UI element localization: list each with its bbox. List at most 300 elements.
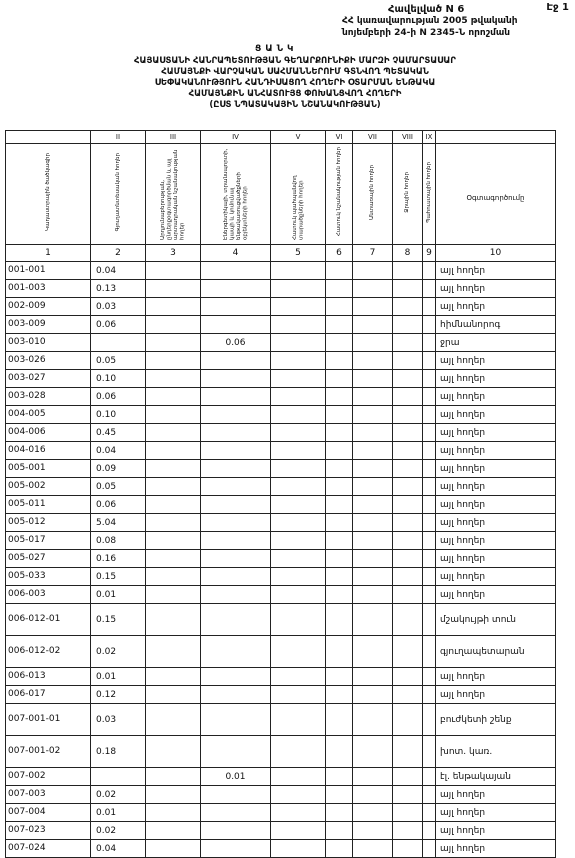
land-use-cell: այլ հողեր — [436, 352, 556, 370]
special-area-cell — [326, 478, 353, 496]
table-row — [6, 442, 556, 460]
cadastral-code-cell: 005-011 — [6, 496, 91, 514]
cadastral-code-cell: 005-001 — [6, 460, 91, 478]
forest-area-cell — [353, 586, 393, 604]
column-number: 10 — [436, 245, 556, 262]
special-area-cell — [326, 514, 353, 532]
cadastral-code-cell: 003-027 — [6, 370, 91, 388]
protected-area-cell — [271, 704, 326, 736]
land-use-cell: այլ հողեր — [436, 668, 556, 686]
forest-area-cell — [353, 370, 393, 388]
energy-area-cell — [201, 786, 271, 804]
water-area-cell — [393, 514, 423, 532]
table-row — [6, 636, 556, 668]
reserve-area-cell — [423, 370, 436, 388]
energy-area-cell — [201, 298, 271, 316]
forest-area-cell — [353, 704, 393, 736]
column-header — [393, 144, 423, 245]
roman-numeral-header: VII — [353, 131, 393, 144]
energy-area-cell — [201, 704, 271, 736]
cadastral-code-cell: 003-026 — [6, 352, 91, 370]
agricultural-area-cell: 0.02 — [91, 786, 146, 804]
agricultural-area-cell: 0.45 — [91, 424, 146, 442]
forest-area-cell — [353, 406, 393, 424]
reserve-area-cell — [423, 550, 436, 568]
industrial-area-cell — [146, 822, 201, 840]
land-use-cell: այլ հողեր — [436, 406, 556, 424]
industrial-area-cell — [146, 280, 201, 298]
title-line: ՀԱՄԱՅՆՔԻ ՎԱՐՉԱԿԱՆ ՍԱՀՄԱՆՆԵՐՈՒՄ ԳՏՆՎՈՂ ՊԵՏԱԿԱՆ — [161, 67, 429, 77]
land-use-cell: այլ հողեր — [436, 388, 556, 406]
industrial-area-cell — [146, 736, 201, 768]
reserve-area-cell — [423, 768, 436, 786]
special-area-cell — [326, 768, 353, 786]
cadastral-code-cell: 007-003 — [6, 786, 91, 804]
energy-area-cell — [201, 460, 271, 478]
land-use-cell: այլ հողեր — [436, 280, 556, 298]
energy-area-cell — [201, 668, 271, 686]
reserve-area-cell — [423, 532, 436, 550]
water-area-cell — [393, 262, 423, 280]
forest-area-cell — [353, 568, 393, 586]
special-area-cell — [326, 704, 353, 736]
forest-area-cell — [353, 768, 393, 786]
industrial-area-cell — [146, 424, 201, 442]
protected-area-cell — [271, 370, 326, 388]
protected-area-cell — [271, 460, 326, 478]
land-use-cell: այլ հողեր — [436, 822, 556, 840]
protected-area-cell — [271, 442, 326, 460]
special-area-cell — [326, 586, 353, 604]
industrial-area-cell — [146, 686, 201, 704]
land-use-cell: էլ. ենթակայան — [436, 768, 556, 786]
column-header-label: Էներգետիկայի, տրանսպորտի, կապի և կոմունալ ենթակառուցվածքների օբյեկտների հողեր — [222, 148, 248, 240]
column-header — [423, 144, 436, 245]
table-row — [6, 478, 556, 496]
water-area-cell — [393, 786, 423, 804]
industrial-area-cell — [146, 334, 201, 352]
column-header — [91, 144, 146, 245]
protected-area-cell — [271, 636, 326, 668]
energy-area-cell — [201, 604, 271, 636]
water-area-cell — [393, 636, 423, 668]
water-area-cell — [393, 442, 423, 460]
cadastral-code-cell: 006-012-02 — [6, 636, 91, 668]
column-header — [6, 144, 91, 245]
forest-area-cell — [353, 262, 393, 280]
roman-numeral-header: IX — [423, 131, 436, 144]
special-area-cell — [326, 822, 353, 840]
cadastral-code-cell: 007-024 — [6, 840, 91, 858]
table-row — [6, 686, 556, 704]
water-area-cell — [393, 768, 423, 786]
protected-area-cell — [271, 768, 326, 786]
energy-area-cell — [201, 496, 271, 514]
column-header — [271, 144, 326, 245]
forest-area-cell — [353, 442, 393, 460]
column-header-label: Կադաստրային ծածկագիր — [44, 153, 51, 231]
special-area-cell — [326, 280, 353, 298]
energy-area-cell — [201, 822, 271, 840]
forest-area-cell — [353, 668, 393, 686]
industrial-area-cell — [146, 478, 201, 496]
agricultural-area-cell: 0.01 — [91, 804, 146, 822]
reserve-area-cell — [423, 804, 436, 822]
table-row — [6, 532, 556, 550]
reserve-area-cell — [423, 636, 436, 668]
reserve-area-cell — [423, 514, 436, 532]
column-number: 9 — [423, 245, 436, 262]
roman-numeral-header: III — [146, 131, 201, 144]
reserve-area-cell — [423, 786, 436, 804]
reserve-area-cell — [423, 736, 436, 768]
special-area-cell — [326, 532, 353, 550]
reserve-area-cell — [423, 704, 436, 736]
industrial-area-cell — [146, 786, 201, 804]
energy-area-cell — [201, 478, 271, 496]
protected-area-cell — [271, 668, 326, 686]
table-row — [6, 550, 556, 568]
special-area-cell — [326, 496, 353, 514]
protected-area-cell — [271, 406, 326, 424]
title-line: ՍԵՓԱԿԱՆՈՒԹՅՈՒՆ ՀԱՆԴԻՍԱՑՈՂ ՀՈՂԵՐԻ ՕՏԱՐՄԱՆ ԵՆԹԱԿԱ — [154, 78, 436, 88]
industrial-area-cell — [146, 704, 201, 736]
roman-numerals-row — [6, 131, 556, 144]
special-area-cell — [326, 424, 353, 442]
water-area-cell — [393, 388, 423, 406]
land-list-table-wrapper — [5, 130, 555, 854]
list-heading: ՑԱՆԿ — [255, 44, 298, 54]
protected-area-cell — [271, 514, 326, 532]
table-row — [6, 514, 556, 532]
energy-area-cell — [201, 316, 271, 334]
water-area-cell — [393, 686, 423, 704]
roman-numeral-header — [6, 131, 91, 144]
table-row — [6, 586, 556, 604]
cadastral-code-cell: 005-033 — [6, 568, 91, 586]
water-area-cell — [393, 352, 423, 370]
forest-area-cell — [353, 686, 393, 704]
column-number: 6 — [326, 245, 353, 262]
table-row — [6, 460, 556, 478]
column-header — [146, 144, 201, 245]
water-area-cell — [393, 704, 423, 736]
energy-area-cell — [201, 804, 271, 822]
special-area-cell — [326, 604, 353, 636]
industrial-area-cell — [146, 406, 201, 424]
energy-area-cell — [201, 686, 271, 704]
agricultural-area-cell: 0.09 — [91, 460, 146, 478]
column-number: 4 — [201, 245, 271, 262]
water-area-cell — [393, 604, 423, 636]
forest-area-cell — [353, 334, 393, 352]
table-row — [6, 352, 556, 370]
table-row — [6, 316, 556, 334]
forest-area-cell — [353, 316, 393, 334]
protected-area-cell — [271, 352, 326, 370]
protected-area-cell — [271, 280, 326, 298]
roman-numeral-header: V — [271, 131, 326, 144]
reserve-area-cell — [423, 388, 436, 406]
reserve-area-cell — [423, 424, 436, 442]
special-area-cell — [326, 804, 353, 822]
agricultural-area-cell: 0.16 — [91, 550, 146, 568]
table-row — [6, 668, 556, 686]
energy-area-cell: 0.06 — [201, 334, 271, 352]
agricultural-area-cell: 0.15 — [91, 604, 146, 636]
special-area-cell — [326, 686, 353, 704]
forest-area-cell — [353, 604, 393, 636]
special-area-cell — [326, 352, 353, 370]
protected-area-cell — [271, 478, 326, 496]
energy-area-cell — [201, 586, 271, 604]
energy-area-cell — [201, 352, 271, 370]
protected-area-cell — [271, 586, 326, 604]
water-area-cell — [393, 532, 423, 550]
land-use-cell: այլ հողեր — [436, 686, 556, 704]
column-header-label: Գյուղատնտեսական հողեր — [114, 152, 121, 232]
industrial-area-cell — [146, 496, 201, 514]
forest-area-cell — [353, 840, 393, 858]
protected-area-cell — [271, 316, 326, 334]
agricultural-area-cell: 0.01 — [91, 586, 146, 604]
agricultural-area-cell: 0.12 — [91, 686, 146, 704]
land-list-table — [5, 130, 556, 858]
energy-area-cell — [201, 280, 271, 298]
reserve-area-cell — [423, 298, 436, 316]
forest-area-cell — [353, 496, 393, 514]
reserve-area-cell — [423, 442, 436, 460]
reserve-area-cell — [423, 686, 436, 704]
cadastral-code-cell: 007-002 — [6, 768, 91, 786]
water-area-cell — [393, 334, 423, 352]
table-row — [6, 406, 556, 424]
column-header — [326, 144, 353, 245]
water-area-cell — [393, 406, 423, 424]
water-area-cell — [393, 736, 423, 768]
column-header-label: Պահուստային հողեր — [425, 161, 432, 223]
water-area-cell — [393, 822, 423, 840]
land-use-cell: բուժկետի շենք — [436, 704, 556, 736]
forest-area-cell — [353, 280, 393, 298]
reserve-area-cell — [423, 478, 436, 496]
agricultural-area-cell: 0.06 — [91, 496, 146, 514]
land-use-cell: այլ հողեր — [436, 568, 556, 586]
cadastral-code-cell: 001-003 — [6, 280, 91, 298]
forest-area-cell — [353, 514, 393, 532]
table-row — [6, 280, 556, 298]
protected-area-cell — [271, 686, 326, 704]
water-area-cell — [393, 478, 423, 496]
industrial-area-cell — [146, 316, 201, 334]
industrial-area-cell — [146, 532, 201, 550]
industrial-area-cell — [146, 604, 201, 636]
column-header — [201, 144, 271, 245]
water-area-cell — [393, 280, 423, 298]
water-area-cell — [393, 840, 423, 858]
agricultural-area-cell: 0.04 — [91, 840, 146, 858]
protected-area-cell — [271, 786, 326, 804]
forest-area-cell — [353, 736, 393, 768]
industrial-area-cell — [146, 550, 201, 568]
cadastral-code-cell: 007-004 — [6, 804, 91, 822]
cadastral-code-cell: 003-028 — [6, 388, 91, 406]
special-area-cell — [326, 460, 353, 478]
column-number: 1 — [6, 245, 91, 262]
energy-area-cell — [201, 736, 271, 768]
title-line: ՀԱՄԱՅՆՔԻՆ ԱՆՀԱՏՈՒՅՑ ՓՈԽԱՆՑՎՈՂ ՀՈՂԵՐԻ — [188, 89, 402, 99]
roman-numeral-header: IV — [201, 131, 271, 144]
industrial-area-cell — [146, 568, 201, 586]
land-use-cell: այլ հողեր — [436, 532, 556, 550]
industrial-area-cell — [146, 460, 201, 478]
cadastral-code-cell: 004-006 — [6, 424, 91, 442]
roman-numeral-header: VIII — [393, 131, 423, 144]
land-use-cell: այլ հողեր — [436, 804, 556, 822]
special-area-cell — [326, 316, 353, 334]
land-use-cell: գյուղապետարան — [436, 636, 556, 668]
table-row — [6, 496, 556, 514]
protected-area-cell — [271, 298, 326, 316]
energy-area-cell — [201, 514, 271, 532]
industrial-area-cell — [146, 586, 201, 604]
agricultural-area-cell: 0.02 — [91, 822, 146, 840]
agricultural-area-cell: 0.05 — [91, 478, 146, 496]
special-area-cell — [326, 406, 353, 424]
agricultural-area-cell: 0.08 — [91, 532, 146, 550]
decree-reference-line-1: ՀՀ կառավարության 2005 թվականի — [342, 16, 518, 26]
roman-numeral-header — [436, 131, 556, 144]
water-area-cell — [393, 370, 423, 388]
water-area-cell — [393, 668, 423, 686]
agricultural-area-cell: 0.04 — [91, 262, 146, 280]
table-row — [6, 568, 556, 586]
special-area-cell — [326, 668, 353, 686]
reserve-area-cell — [423, 406, 436, 424]
agricultural-area-cell: 0.18 — [91, 736, 146, 768]
cadastral-code-cell: 007-001-01 — [6, 704, 91, 736]
energy-area-cell: 0.01 — [201, 768, 271, 786]
forest-area-cell — [353, 388, 393, 406]
land-use-cell: այլ հողեր — [436, 370, 556, 388]
cadastral-code-cell: 006-012-01 — [6, 604, 91, 636]
cadastral-code-cell: 004-016 — [6, 442, 91, 460]
land-use-cell: այլ հողեր — [436, 550, 556, 568]
table-row — [6, 768, 556, 786]
column-header-label: Ջրային հողեր — [404, 171, 411, 213]
column-header — [436, 144, 556, 245]
agricultural-area-cell — [91, 768, 146, 786]
column-number: 3 — [146, 245, 201, 262]
water-area-cell — [393, 804, 423, 822]
reserve-area-cell — [423, 262, 436, 280]
land-use-cell: այլ հողեր — [436, 786, 556, 804]
reserve-area-cell — [423, 586, 436, 604]
industrial-area-cell — [146, 840, 201, 858]
special-area-cell — [326, 840, 353, 858]
forest-area-cell — [353, 532, 393, 550]
column-numbers-row — [6, 245, 556, 262]
forest-area-cell — [353, 460, 393, 478]
agricultural-area-cell: 0.06 — [91, 388, 146, 406]
special-area-cell — [326, 298, 353, 316]
reserve-area-cell — [423, 316, 436, 334]
land-use-cell: այլ հողեր — [436, 262, 556, 280]
protected-area-cell — [271, 496, 326, 514]
column-number: 2 — [91, 245, 146, 262]
column-header-label: Հատուկ պահպանվող տարածքների հողեր — [291, 175, 304, 240]
land-use-cell: այլ հողեր — [436, 298, 556, 316]
column-header-label: Անտառային հողեր — [369, 164, 376, 220]
energy-area-cell — [201, 636, 271, 668]
roman-numeral-header: VI — [326, 131, 353, 144]
forest-area-cell — [353, 804, 393, 822]
reserve-area-cell — [423, 840, 436, 858]
title-line: ՀԱՅԱՍՏԱՆԻ ՀԱՆՐԱՊԵՏՈՒԹՅԱՆ ԳԵՂԱՐՔՈՒՆԻՔԻ ՄԱՐԶԻ ՉԱՄԱՐՏԱՍԱՐ — [134, 56, 456, 66]
forest-area-cell — [353, 298, 393, 316]
protected-area-cell — [271, 604, 326, 636]
industrial-area-cell — [146, 768, 201, 786]
table-row — [6, 840, 556, 858]
protected-area-cell — [271, 550, 326, 568]
title-line: (ԸՍՏ ՆՊԱՏԱԿԱՅԻՆ ՆՇԱՆԱԿՈՒԹՅԱՆ) — [209, 100, 381, 110]
column-header-label: Օգտագործումը — [466, 193, 525, 202]
document-title — [60, 56, 530, 111]
water-area-cell — [393, 550, 423, 568]
column-number: 5 — [271, 245, 326, 262]
protected-area-cell — [271, 568, 326, 586]
energy-area-cell — [201, 568, 271, 586]
cadastral-code-cell: 007-001-02 — [6, 736, 91, 768]
water-area-cell — [393, 298, 423, 316]
special-area-cell — [326, 736, 353, 768]
energy-area-cell — [201, 424, 271, 442]
water-area-cell — [393, 568, 423, 586]
special-area-cell — [326, 442, 353, 460]
land-use-cell: այլ հողեր — [436, 424, 556, 442]
reserve-area-cell — [423, 496, 436, 514]
agricultural-area-cell: 0.05 — [91, 352, 146, 370]
energy-area-cell — [201, 262, 271, 280]
forest-area-cell — [353, 786, 393, 804]
reserve-area-cell — [423, 352, 436, 370]
protected-area-cell — [271, 334, 326, 352]
water-area-cell — [393, 424, 423, 442]
cadastral-code-cell: 007-023 — [6, 822, 91, 840]
table-row — [6, 298, 556, 316]
cadastral-code-cell: 004-005 — [6, 406, 91, 424]
land-use-cell: այլ հողեր — [436, 478, 556, 496]
cadastral-code-cell: 005-002 — [6, 478, 91, 496]
industrial-area-cell — [146, 262, 201, 280]
agricultural-area-cell: 0.04 — [91, 442, 146, 460]
special-area-cell — [326, 334, 353, 352]
energy-area-cell — [201, 550, 271, 568]
special-area-cell — [326, 370, 353, 388]
land-use-cell: մշակույթի տուն — [436, 604, 556, 636]
reserve-area-cell — [423, 334, 436, 352]
agricultural-area-cell: 0.13 — [91, 280, 146, 298]
energy-area-cell — [201, 388, 271, 406]
table-row — [6, 804, 556, 822]
industrial-area-cell — [146, 370, 201, 388]
protected-area-cell — [271, 822, 326, 840]
industrial-area-cell — [146, 298, 201, 316]
forest-area-cell — [353, 424, 393, 442]
appendix-number: Հավելված N 6 — [388, 4, 465, 15]
energy-area-cell — [201, 406, 271, 424]
table-row — [6, 786, 556, 804]
